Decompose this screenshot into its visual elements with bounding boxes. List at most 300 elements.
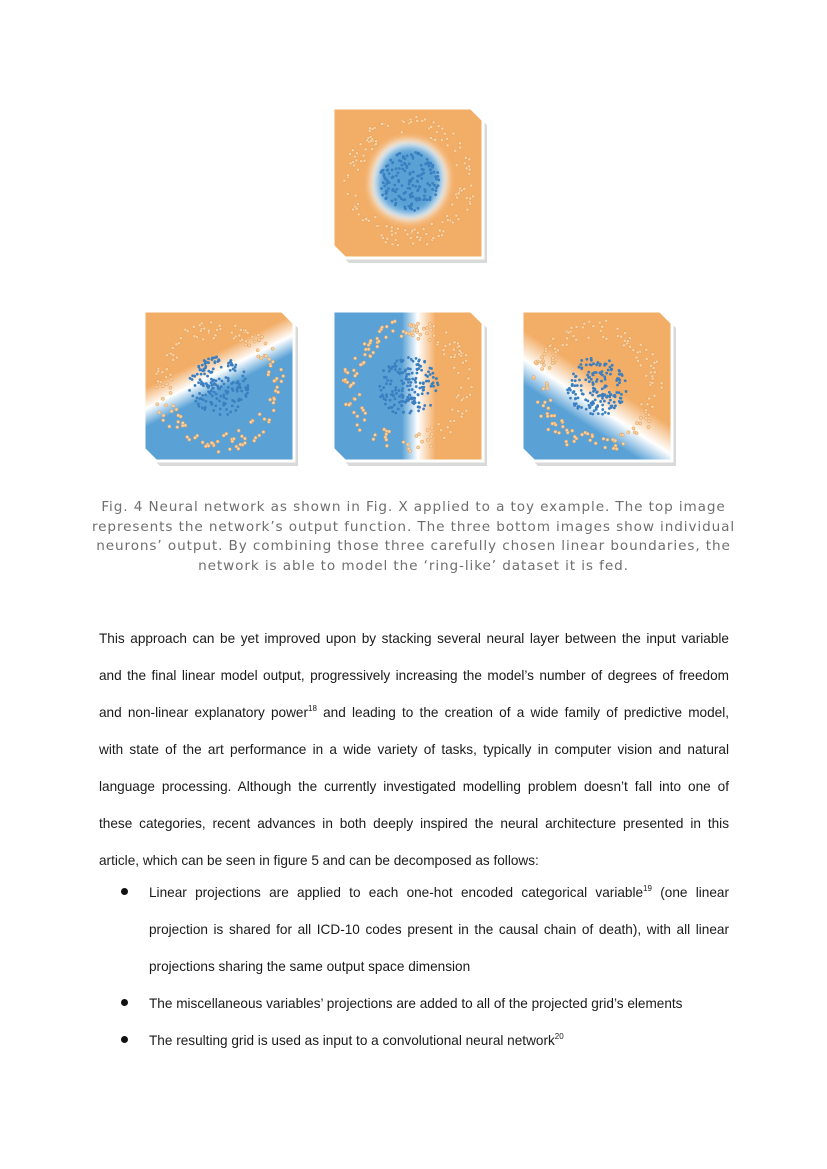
data-point-ring — [175, 343, 178, 346]
data-point-ring — [407, 447, 410, 450]
data-point-inner — [401, 184, 404, 187]
data-point-ring — [444, 344, 447, 347]
data-point-ring — [453, 341, 456, 344]
data-point-inner — [429, 196, 432, 199]
data-point-ring — [237, 429, 240, 432]
data-point-inner — [413, 397, 416, 400]
data-point-inner — [417, 152, 420, 155]
data-point-ring — [636, 351, 639, 354]
data-point-ring — [353, 155, 356, 158]
data-point-inner — [395, 174, 398, 177]
data-point-ring — [542, 364, 545, 367]
data-point-inner — [418, 406, 421, 409]
data-point-inner — [574, 375, 577, 378]
data-point-inner — [580, 367, 583, 370]
data-point-ring — [635, 421, 638, 424]
data-point-ring — [373, 433, 376, 436]
data-point-ring — [353, 357, 356, 360]
data-point-inner — [409, 196, 412, 199]
data-point-inner — [421, 168, 424, 171]
data-point-inner — [577, 405, 580, 408]
data-point-inner — [392, 175, 395, 178]
data-point-ring — [412, 324, 415, 327]
data-point-inner — [618, 370, 621, 373]
data-point-ring — [244, 343, 247, 346]
data-point-ring — [369, 140, 372, 143]
data-point-inner — [404, 370, 407, 373]
data-point-inner — [410, 208, 413, 211]
data-point-ring — [192, 325, 195, 328]
data-point-inner — [603, 364, 606, 367]
data-point-ring — [249, 420, 252, 423]
data-point-ring — [214, 334, 217, 337]
data-point-ring — [378, 330, 381, 333]
data-point-inner — [215, 397, 218, 400]
data-point-inner — [398, 368, 401, 371]
data-point-inner — [386, 379, 389, 382]
data-point-ring — [279, 368, 282, 371]
data-point-inner — [394, 412, 397, 415]
data-point-ring — [449, 355, 452, 358]
data-point-ring — [369, 339, 372, 342]
data-point-ring — [598, 321, 601, 324]
data-point-ring — [551, 422, 554, 425]
data-point-inner — [219, 407, 222, 410]
data-point-inner — [216, 360, 219, 363]
data-point-ring — [429, 136, 432, 139]
data-point-ring — [416, 235, 419, 238]
data-point-inner — [380, 389, 383, 392]
data-point-inner — [403, 192, 406, 195]
data-point-inner — [405, 398, 408, 401]
data-point-inner — [572, 372, 575, 375]
data-point-ring — [428, 338, 431, 341]
data-point-ring — [390, 233, 393, 236]
data-point-ring — [540, 356, 543, 359]
data-point-ring — [426, 438, 429, 441]
data-point-inner — [571, 379, 574, 382]
data-point-inner — [385, 382, 388, 385]
data-point-inner — [414, 381, 417, 384]
data-point-ring — [554, 430, 557, 433]
data-point-inner — [381, 194, 384, 197]
data-point-ring — [565, 343, 568, 346]
data-point-ring — [254, 436, 257, 439]
data-point-inner — [580, 384, 583, 387]
data-point-ring — [594, 442, 597, 445]
data-point-inner — [216, 384, 219, 387]
data-point-inner — [429, 404, 432, 407]
data-point-inner — [404, 377, 407, 380]
data-point-inner — [402, 411, 405, 414]
data-point-inner — [385, 196, 388, 199]
data-point-ring — [432, 121, 435, 124]
data-point-inner — [434, 389, 437, 392]
data-point-inner — [590, 364, 593, 367]
data-point-ring — [432, 325, 435, 328]
data-point-ring — [451, 221, 454, 224]
data-point-inner — [592, 374, 595, 377]
footnote-ref-19[interactable]: 19 — [643, 884, 652, 893]
data-point-ring — [436, 341, 439, 344]
data-point-ring — [532, 375, 535, 378]
paragraph-line: and non-linear explanatory power$^{18}$ and leading to the creation of a wide family of predictive model, — [99, 704, 729, 720]
data-point-inner — [382, 181, 385, 184]
data-point-inner — [580, 389, 583, 392]
data-point-ring — [544, 350, 547, 353]
data-point-ring — [207, 444, 210, 447]
data-point-inner — [604, 378, 607, 381]
footnote-ref-18[interactable]: 18 — [308, 704, 317, 713]
data-point-ring — [437, 125, 440, 128]
data-point-inner — [586, 374, 589, 377]
data-point-ring — [449, 431, 452, 434]
data-point-ring — [376, 224, 379, 227]
data-point-ring — [385, 325, 388, 328]
data-point-inner — [427, 380, 430, 383]
data-point-ring — [651, 405, 654, 408]
data-point-inner — [388, 370, 391, 373]
data-point-ring — [232, 337, 235, 340]
data-point-inner — [415, 357, 418, 360]
data-point-ring — [639, 422, 642, 425]
data-point-inner — [212, 380, 215, 383]
data-point-ring — [264, 342, 267, 345]
data-point-inner — [423, 404, 426, 407]
data-point-ring — [186, 435, 189, 438]
data-point-inner — [397, 180, 400, 183]
data-point-ring — [653, 371, 656, 374]
data-point-ring — [446, 219, 449, 222]
data-point-inner — [426, 182, 429, 185]
data-point-ring — [545, 382, 548, 385]
data-point-inner — [232, 389, 235, 392]
data-point-ring — [386, 124, 389, 127]
data-point-ring — [272, 401, 275, 404]
data-point-inner — [420, 164, 423, 167]
data-point-inner — [411, 372, 414, 375]
data-point-inner — [415, 197, 418, 200]
data-point-inner — [236, 405, 239, 408]
data-point-ring — [357, 213, 360, 216]
data-point-ring — [241, 338, 244, 341]
data-point-ring — [271, 347, 274, 350]
data-point-ring — [465, 409, 468, 412]
data-point-ring — [364, 148, 367, 151]
data-point-inner — [206, 375, 209, 378]
data-point-ring — [380, 326, 383, 329]
data-point-inner — [413, 391, 416, 394]
data-point-ring — [264, 354, 267, 357]
data-point-inner — [404, 163, 407, 166]
data-point-inner — [405, 373, 408, 376]
data-point-ring — [417, 337, 420, 340]
data-point-inner — [394, 389, 397, 392]
data-point-inner — [211, 395, 214, 398]
data-point-inner — [191, 378, 194, 381]
data-point-ring — [561, 425, 564, 428]
data-point-ring — [352, 382, 355, 385]
data-point-ring — [402, 120, 405, 123]
data-point-inner — [380, 171, 383, 174]
data-point-ring — [212, 337, 215, 340]
data-point-ring — [271, 360, 274, 363]
data-point-ring — [356, 168, 359, 171]
data-point-inner — [205, 400, 208, 403]
data-point-inner — [620, 393, 623, 396]
data-point-inner — [574, 393, 577, 396]
data-point-ring — [363, 353, 366, 356]
data-point-ring — [636, 359, 639, 362]
data-point-inner — [572, 391, 575, 394]
data-point-ring — [348, 403, 351, 406]
data-point-ring — [216, 440, 219, 443]
data-point-ring — [660, 386, 663, 389]
data-point-ring — [466, 208, 469, 211]
data-point-inner — [221, 380, 224, 383]
data-point-inner — [422, 172, 425, 175]
data-point-ring — [453, 366, 456, 369]
data-point-ring — [363, 342, 366, 345]
data-point-inner — [188, 389, 191, 392]
data-point-ring — [344, 368, 347, 371]
caption-line: Fig. 4 Neural network as shown in Fig. X applied to a toy example. The top image — [101, 499, 726, 515]
data-point-ring — [565, 429, 568, 432]
data-point-inner — [419, 185, 422, 188]
data-point-inner — [417, 409, 420, 412]
data-point-ring — [560, 419, 563, 422]
data-point-ring — [353, 398, 356, 401]
data-point-inner — [212, 367, 215, 370]
data-point-inner — [573, 384, 576, 387]
data-point-inner — [384, 403, 387, 406]
data-point-ring — [591, 435, 594, 438]
data-point-ring — [406, 233, 409, 236]
data-point-inner — [616, 384, 619, 387]
data-point-ring — [175, 356, 178, 359]
data-point-inner — [230, 382, 233, 385]
data-point-inner — [395, 386, 398, 389]
data-point-ring — [548, 344, 551, 347]
panel-svg-top — [333, 108, 495, 270]
data-point-ring — [606, 438, 609, 441]
data-point-ring — [550, 414, 553, 417]
data-point-ring — [660, 382, 663, 385]
data-point-inner — [576, 384, 579, 387]
data-point-ring — [647, 426, 650, 429]
data-point-ring — [548, 366, 551, 369]
data-point-inner — [618, 391, 621, 394]
data-point-ring — [219, 327, 222, 330]
data-point-inner — [431, 182, 434, 185]
data-point-inner — [387, 187, 390, 190]
data-point-ring — [628, 336, 631, 339]
data-point-ring — [155, 372, 158, 375]
data-point-ring — [616, 334, 619, 337]
data-point-ring — [352, 164, 355, 167]
figure-caption — [90, 498, 737, 576]
data-point-ring — [253, 340, 256, 343]
data-point-inner — [387, 365, 390, 368]
data-point-ring — [367, 219, 370, 222]
data-point-inner — [586, 399, 589, 402]
data-point-inner — [604, 411, 607, 414]
data-point-inner — [394, 362, 397, 365]
data-point-ring — [573, 440, 576, 443]
data-point-inner — [420, 177, 423, 180]
data-point-inner — [423, 194, 426, 197]
data-point-ring — [565, 337, 568, 340]
data-point-inner — [600, 380, 603, 383]
data-point-inner — [571, 384, 574, 387]
data-point-ring — [400, 335, 403, 338]
data-point-ring — [356, 415, 359, 418]
data-point-ring — [282, 374, 285, 377]
data-point-inner — [429, 198, 432, 201]
data-point-ring — [417, 446, 420, 449]
data-point-ring — [623, 339, 626, 342]
data-point-inner — [191, 395, 194, 398]
data-point-inner — [391, 168, 394, 171]
data-point-inner — [435, 178, 438, 181]
data-point-inner — [218, 378, 221, 381]
data-point-ring — [435, 130, 438, 133]
data-point-inner — [382, 173, 385, 176]
data-point-inner — [603, 386, 606, 389]
data-point-ring — [452, 132, 455, 135]
data-point-inner — [406, 396, 409, 399]
data-point-ring — [354, 194, 357, 197]
data-point-ring — [346, 192, 349, 195]
data-point-inner — [424, 162, 427, 165]
data-point-inner — [227, 379, 230, 382]
data-point-ring — [384, 241, 387, 244]
data-point-inner — [389, 383, 392, 386]
data-point-inner — [401, 404, 404, 407]
data-point-inner — [591, 381, 594, 384]
data-point-inner — [418, 387, 421, 390]
data-point-inner — [567, 392, 570, 395]
paragraph-line: article, which can be seen in figure 5 and can be decomposed as follows: — [99, 853, 539, 868]
data-point-ring — [580, 433, 583, 436]
data-point-ring — [430, 125, 433, 128]
data-point-inner — [201, 394, 204, 397]
data-point-ring — [446, 214, 449, 217]
data-point-ring — [453, 419, 456, 422]
data-point-ring — [169, 386, 172, 389]
data-point-ring — [386, 237, 389, 240]
data-point-inner — [584, 378, 587, 381]
data-point-ring — [449, 420, 452, 423]
data-point-inner — [215, 393, 218, 396]
data-point-ring — [410, 120, 413, 123]
data-point-inner — [419, 382, 422, 385]
data-point-ring — [627, 431, 630, 434]
data-point-ring — [461, 361, 464, 364]
data-point-inner — [222, 401, 225, 404]
data-point-inner — [609, 373, 612, 376]
data-point-inner — [391, 161, 394, 164]
data-point-inner — [420, 154, 423, 157]
data-point-inner — [587, 376, 590, 379]
data-point-inner — [404, 207, 407, 210]
data-point-ring — [565, 440, 568, 443]
data-point-inner — [610, 405, 613, 408]
data-point-ring — [443, 132, 446, 135]
data-point-ring — [363, 418, 366, 421]
data-point-ring — [164, 375, 167, 378]
data-point-inner — [410, 202, 413, 205]
data-point-ring — [647, 413, 650, 416]
data-point-ring — [172, 358, 175, 361]
data-point-ring — [269, 364, 272, 367]
data-point-inner — [592, 402, 595, 405]
data-point-ring — [355, 152, 358, 155]
data-point-inner — [229, 410, 232, 413]
data-point-inner — [230, 364, 233, 367]
data-point-inner — [390, 367, 393, 370]
data-point-ring — [359, 143, 362, 146]
data-point-ring — [454, 149, 457, 152]
data-point-inner — [409, 187, 412, 190]
data-point-inner — [200, 373, 203, 376]
data-point-ring — [639, 364, 642, 367]
data-point-ring — [468, 168, 471, 171]
data-point-inner — [196, 373, 199, 376]
data-point-inner — [430, 172, 433, 175]
data-point-inner — [194, 400, 197, 403]
data-point-inner — [585, 408, 588, 411]
data-point-ring — [169, 373, 172, 376]
data-point-inner — [391, 410, 394, 413]
data-point-ring — [199, 329, 202, 332]
data-point-ring — [620, 335, 623, 338]
data-point-inner — [431, 372, 434, 375]
data-point-ring — [640, 403, 643, 406]
footnote-ref-20[interactable]: 20 — [554, 1032, 564, 1041]
data-point-inner — [589, 391, 592, 394]
data-point-ring — [400, 131, 403, 134]
data-point-ring — [391, 329, 394, 332]
data-point-ring — [364, 348, 367, 351]
data-point-inner — [215, 379, 218, 382]
data-point-inner — [225, 390, 228, 393]
data-point-inner — [412, 157, 415, 160]
data-point-ring — [343, 179, 346, 182]
data-point-inner — [582, 393, 585, 396]
data-point-inner — [590, 357, 593, 360]
data-point-inner — [599, 363, 602, 366]
data-point-ring — [465, 396, 468, 399]
data-point-ring — [161, 371, 164, 374]
data-point-ring — [463, 162, 466, 165]
data-point-ring — [171, 346, 174, 349]
data-point-inner — [414, 185, 417, 188]
data-point-ring — [356, 423, 359, 426]
data-point-inner — [608, 395, 611, 398]
data-point-inner — [389, 159, 392, 162]
data-point-inner — [611, 364, 614, 367]
data-point-inner — [578, 379, 581, 382]
data-point-ring — [369, 355, 372, 358]
paragraph-line: with state of the art performance in a wide variety of tasks, typically in computer vision and natural — [99, 742, 729, 757]
data-point-ring — [169, 352, 172, 355]
data-point-ring — [457, 218, 460, 221]
paragraph-line: This approach can be yet improved upon by stacking several neural layer between the input variable — [99, 631, 729, 646]
data-point-inner — [429, 373, 432, 376]
data-point-ring — [396, 244, 399, 247]
data-point-ring — [346, 371, 349, 374]
